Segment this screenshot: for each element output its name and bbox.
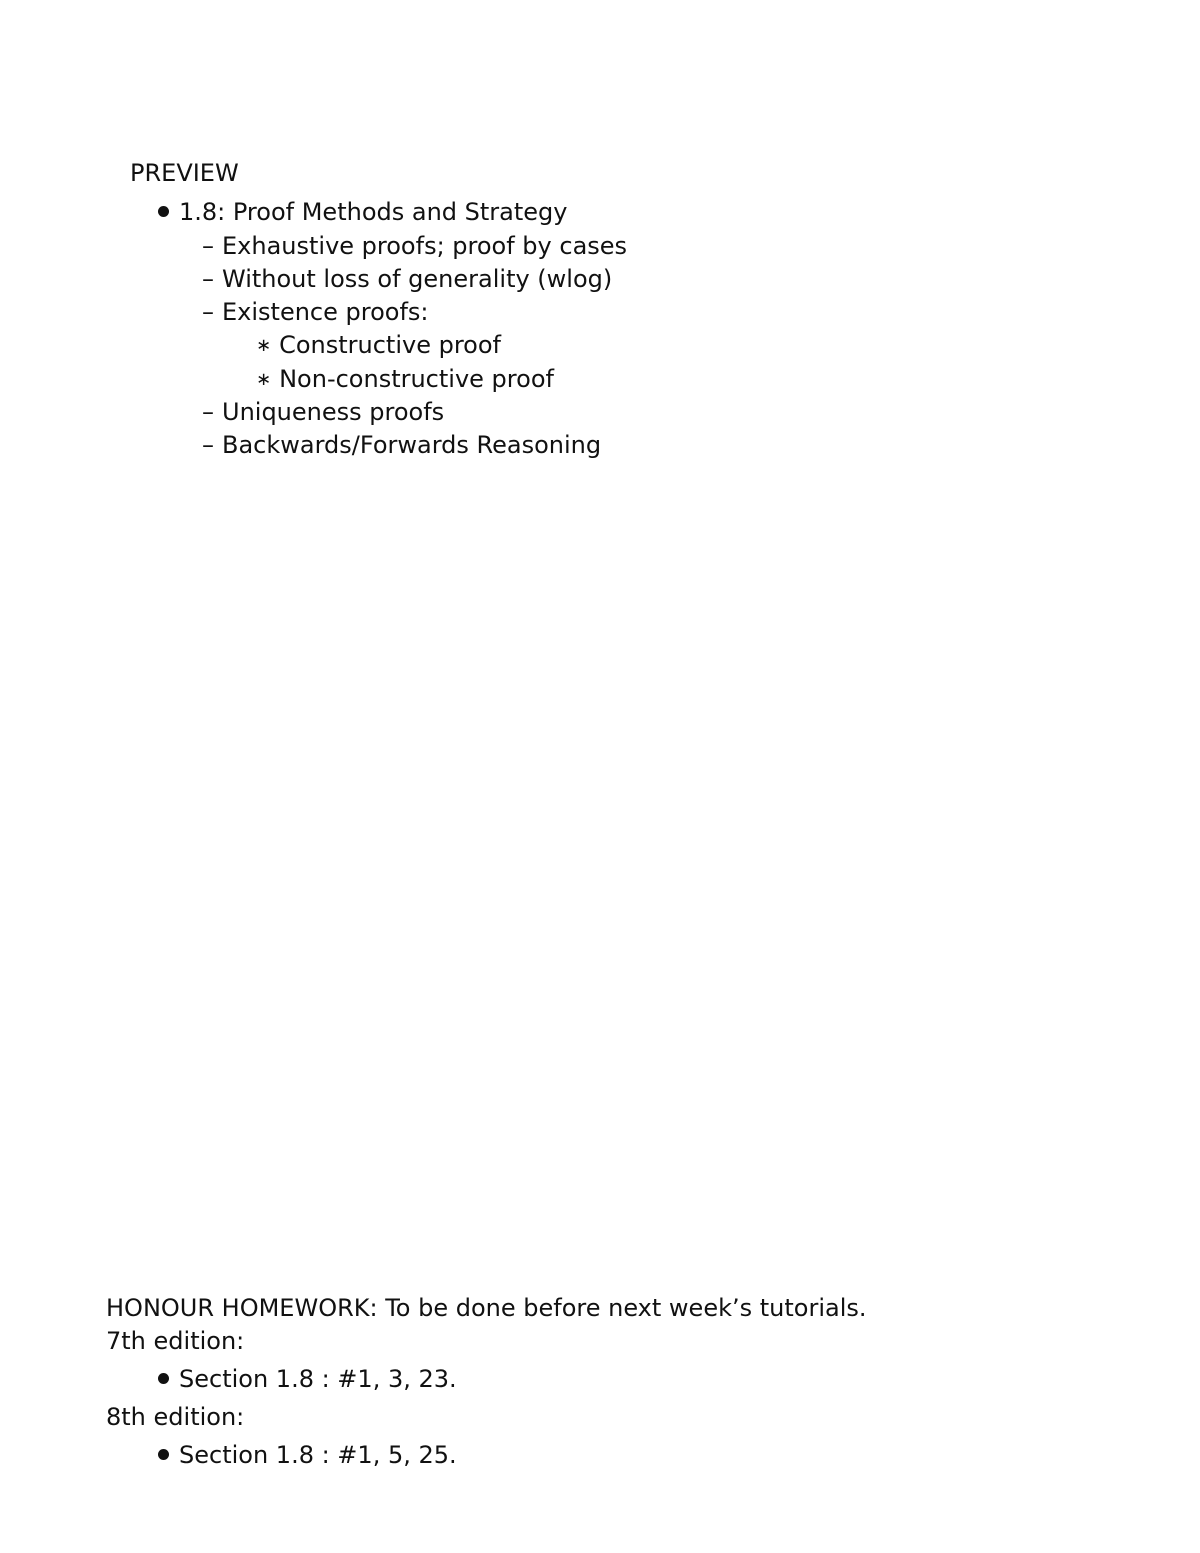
homework-item-text: Section 1.8 : #1, 3, 23.: [179, 1365, 457, 1393]
sub-list-item: [256, 330, 501, 363]
dash-marker: –: [202, 232, 214, 260]
homework-item-text: Section 1.8 : #1, 5, 25.: [179, 1441, 457, 1469]
bullet-icon: [158, 1373, 169, 1384]
sub-list-item: [256, 364, 554, 397]
list-item-text: Uniqueness proofs: [222, 398, 445, 426]
preview-heading: PREVIEW: [130, 159, 239, 187]
asterisk-marker: ∗: [256, 369, 272, 390]
list-item: [202, 264, 612, 294]
list-item: [202, 397, 444, 427]
dash-marker: –: [202, 298, 214, 326]
sub-list-item-text: Non-constructive proof: [279, 365, 554, 393]
list-item: [202, 297, 429, 327]
list-item: [202, 231, 627, 261]
edition-label: 7th edition:: [106, 1327, 245, 1355]
list-item-text: Existence proofs:: [222, 298, 429, 326]
homework-heading: HONOUR HOMEWORK: To be done before next week’s tutorials.: [106, 1294, 867, 1322]
sub-list-item-text: Constructive proof: [279, 331, 501, 359]
asterisk-marker: ∗: [256, 335, 272, 356]
dash-marker: –: [202, 431, 214, 459]
homework-item: [158, 1440, 457, 1470]
list-item-text: Backwards/Forwards Reasoning: [222, 431, 602, 459]
preview-topic: 1.8: Proof Methods and Strategy: [179, 198, 568, 226]
homework-item: [158, 1364, 457, 1394]
preview-topic-item: [158, 197, 567, 227]
list-item-text: Exhaustive proofs; proof by cases: [222, 232, 628, 260]
list-item-text: Without loss of generality (wlog): [222, 265, 613, 293]
bullet-icon: [158, 206, 169, 217]
dash-marker: –: [202, 398, 214, 426]
bullet-icon: [158, 1449, 169, 1460]
dash-marker: –: [202, 265, 214, 293]
list-item: [202, 430, 601, 460]
edition-label: 8th edition:: [106, 1403, 245, 1431]
